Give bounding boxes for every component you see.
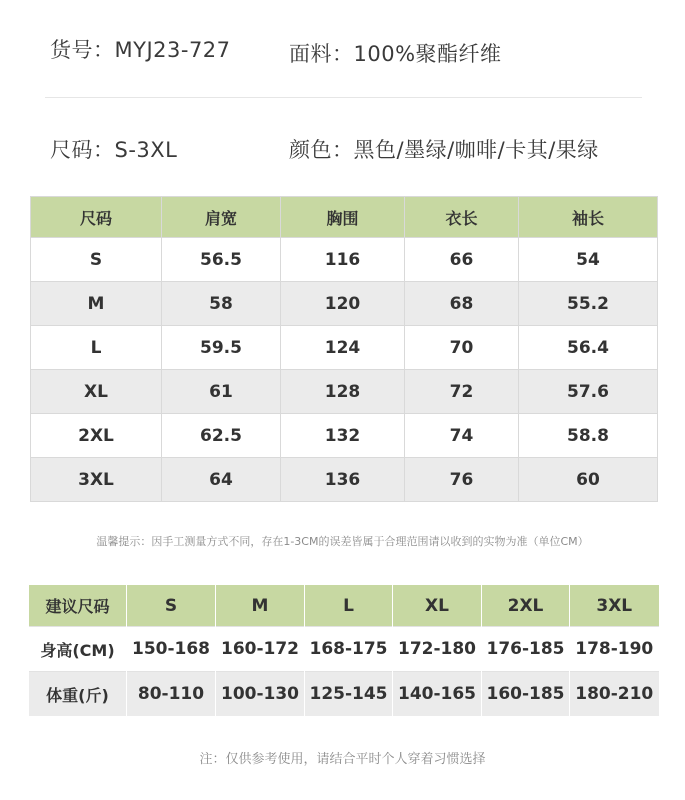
cell-size: M	[31, 282, 162, 326]
fabric-info: 面料：100%聚酯纤维	[289, 42, 502, 66]
cell-shoulder: 64	[162, 458, 281, 502]
cell-shoulder: 56.5	[162, 238, 281, 282]
cell-size: 3XL	[31, 458, 162, 502]
cell-length: 68	[405, 282, 519, 326]
weight-cell: 180-210	[570, 672, 659, 717]
header-chest: 胸围	[281, 197, 405, 238]
weight-label: 体重(斤)	[29, 672, 127, 717]
size-chart-header-row	[31, 197, 658, 238]
cell-shoulder: 59.5	[162, 326, 281, 370]
weight-row	[29, 672, 659, 717]
height-cell: 178-190	[570, 627, 659, 672]
cell-sleeve: 58.8	[519, 414, 658, 458]
table-row	[31, 238, 658, 282]
cell-sleeve: 60	[519, 458, 658, 502]
divider	[45, 97, 642, 98]
header-recommended-size: 建议尺码	[29, 585, 127, 627]
cell-sleeve: 54	[519, 238, 658, 282]
header-size-xl: XL	[393, 585, 482, 627]
cell-length: 74	[405, 414, 519, 458]
cell-chest: 136	[281, 458, 405, 502]
header-sleeve: 袖长	[519, 197, 658, 238]
cell-sleeve: 55.2	[519, 282, 658, 326]
cell-size: 2XL	[31, 414, 162, 458]
weight-cell: 140-165	[393, 672, 482, 717]
size-chart-table	[30, 196, 658, 502]
weight-cell: 100-130	[216, 672, 305, 717]
recommend-header-row	[29, 585, 659, 627]
cell-sleeve: 57.6	[519, 370, 658, 414]
header-size: 尺码	[31, 197, 162, 238]
header-size-s: S	[127, 585, 216, 627]
cell-length: 66	[405, 238, 519, 282]
height-label: 身高(CM)	[29, 627, 127, 672]
cell-shoulder: 61	[162, 370, 281, 414]
cell-size: S	[31, 238, 162, 282]
cell-size: L	[31, 326, 162, 370]
height-row	[29, 627, 659, 672]
table-row	[31, 414, 658, 458]
recommended-size-table	[28, 585, 659, 716]
header-size-3xl: 3XL	[570, 585, 659, 627]
header-length: 衣长	[405, 197, 519, 238]
cell-length: 70	[405, 326, 519, 370]
cell-chest: 132	[281, 414, 405, 458]
cell-chest: 128	[281, 370, 405, 414]
header-size-l: L	[305, 585, 393, 627]
cell-chest: 116	[281, 238, 405, 282]
measurement-note: 温馨提示：因手工测量方式不同，存在1-3CM的误差皆属于合理范围请以收到的实物为准（单位CM）	[96, 535, 589, 548]
weight-cell: 160-185	[482, 672, 570, 717]
color-info: 颜色：黑色/墨绿/咖啡/卡其/果绿	[289, 138, 599, 162]
header-size-m: M	[216, 585, 305, 627]
header-shoulder: 肩宽	[162, 197, 281, 238]
cell-shoulder: 62.5	[162, 414, 281, 458]
height-cell: 160-172	[216, 627, 305, 672]
footer-note: 注：仅供参考使用，请结合平时个人穿着习惯选择	[199, 752, 486, 767]
size-range-info: 尺码：S-3XL	[50, 138, 178, 162]
cell-sleeve: 56.4	[519, 326, 658, 370]
weight-cell: 125-145	[305, 672, 393, 717]
table-row	[31, 458, 658, 502]
cell-length: 76	[405, 458, 519, 502]
cell-shoulder: 58	[162, 282, 281, 326]
item-number: 货号：MYJ23-727	[50, 38, 231, 62]
table-row	[31, 326, 658, 370]
height-cell: 172-180	[393, 627, 482, 672]
cell-chest: 124	[281, 326, 405, 370]
cell-length: 72	[405, 370, 519, 414]
table-row	[31, 370, 658, 414]
cell-size: XL	[31, 370, 162, 414]
cell-chest: 120	[281, 282, 405, 326]
height-cell: 168-175	[305, 627, 393, 672]
header-size-2xl: 2XL	[482, 585, 570, 627]
table-row	[31, 282, 658, 326]
weight-cell: 80-110	[127, 672, 216, 717]
height-cell: 176-185	[482, 627, 570, 672]
height-cell: 150-168	[127, 627, 216, 672]
